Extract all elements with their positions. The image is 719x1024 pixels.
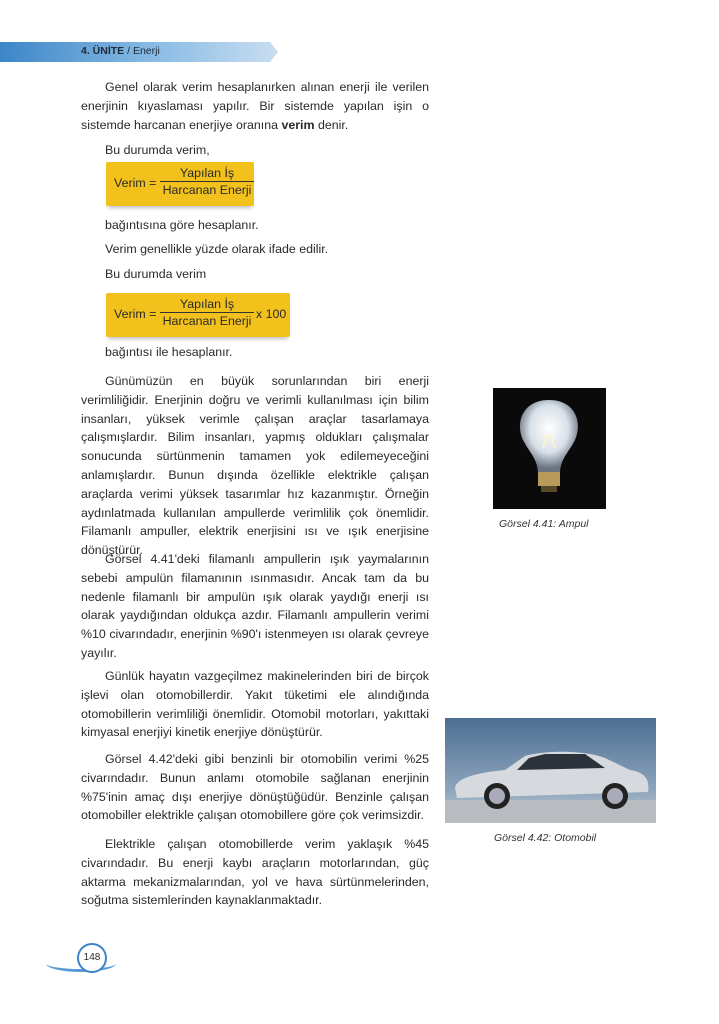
- figure-caption: Görsel 4.41: Ampul: [499, 518, 589, 530]
- intro-text-end: denir.: [314, 117, 349, 132]
- efficiency-percent-formula: [106, 293, 290, 337]
- paragraph-text: Görsel 4.42'deki gibi benzinli bir otomobilin verimi %25 civarındadır. Bunun anlamı otomobile sağlanan enerjinin %75'inin amaç dışı enerjiye dönüştüğüdür. Benzinle çalışan otomobiller elektrikle çalışan otomobillere göre çok verimsizdir.: [81, 752, 429, 823]
- page-number: 148: [77, 943, 107, 973]
- unit-topic: / Enerji: [127, 45, 160, 57]
- unit-header: [81, 45, 160, 57]
- paragraph-text: Görsel 4.41'deki filamanlı ampullerin ışık yaymalarının sebebi ampulün filamanının ısınmasıdır. Ancak tam da bu nedenle filamanlı bir ampulün ışık olarak yaydığı enerji ısı olarak yaydığından oldukça azdır. Filamanlı ampullerin verimi %10 civarındadır, enerjinin %90'ı istenmeyen ısı olarak çevreye yayılır.: [81, 552, 429, 660]
- intro-paragraph: [81, 78, 429, 134]
- paragraph: [81, 667, 429, 742]
- paragraph: [81, 372, 429, 560]
- formula-multiplier: x 100: [256, 307, 287, 321]
- paragraph-text: Elektrikle çalışan otomobillerde verim yaklaşık %45 civarındadır. Bu enerji kaybı araçların motorlarından, güç aktarma mekanizmalarından, yol ve hava sürtünmelerinden, soğutma sistemlerinden kaynaklanmaktadır.: [81, 837, 429, 908]
- formula-numerator: Yapılan İş: [160, 297, 254, 313]
- intro-text: Genel olarak verim hesaplanırken alınan enerji ile verilen enerjinin kıyaslaması yapılır. Bir sistemde yapılan işin o sistemde harcanan enerjiye oranına: [81, 80, 429, 132]
- formula-note: bağıntısına göre hesaplanır.: [105, 218, 259, 232]
- paragraph-text: Günümüzün en büyük sorunlarından biri enerji verimliliğidir. Enerjinin doğru ve verimli kullanılması için bilim insanları, yüksek verimle çalışan araçlar tasarlamaya çalışmışlardır. Bilim insanları, yapmış oldukları çalışmalar sonucunda sürtünmenin tamamen yok edilemeyeceğini anlamışlardır. Bunun dışında özellikle elektrikle çalışan araçlarda verimi yüksek tasarımlar hız kazanmıştır. Örneğin aydınlatmada kullanılan ampullerde verimlilik çok önemlidir. Filamanlı ampuller, elektrik enerjisini ısı ve ışık enerjisine dönüştürür.: [81, 374, 429, 558]
- formula-fraction: [160, 166, 254, 197]
- verim-term: verim: [281, 117, 315, 132]
- efficiency-formula: [106, 162, 254, 206]
- light-bulb-image: [493, 388, 606, 509]
- formula-intro-2: Bu durumda verim: [105, 267, 207, 281]
- paragraph-text: Günlük hayatın vazgeçilmez makinelerinden biri de birçok işlevi olan otomobillerdir. Yakıt tüketimi ele alındığında otomobillerin verimliliği önemlidir. Otomobil motorları, yakıttaki kimyasal enerjiyi kinetik enerjiye dönüştürür.: [81, 669, 429, 740]
- formula-denominator: Harcanan Enerji: [162, 314, 252, 328]
- formula-numerator: Yapılan İş: [160, 166, 254, 182]
- unit-label: 4. ÜNİTE: [81, 45, 125, 57]
- figure-caption: Görsel 4.42: Otomobil: [494, 832, 597, 844]
- paragraph: [81, 750, 429, 825]
- percent-note: Verim genellikle yüzde olarak ifade edilir.: [105, 242, 329, 256]
- paragraph: [81, 835, 429, 910]
- formula-lhs: Verim =: [114, 176, 157, 190]
- formula-intro: Bu durumda verim,: [105, 143, 210, 157]
- formula-fraction: [160, 297, 254, 328]
- formula-denominator: Harcanan Enerji: [162, 183, 252, 197]
- formula-lhs: Verim =: [114, 307, 157, 321]
- formula-note-2: bağıntısı ile hesaplanır.: [105, 345, 233, 359]
- car-image: [445, 718, 656, 823]
- paragraph: [81, 550, 429, 663]
